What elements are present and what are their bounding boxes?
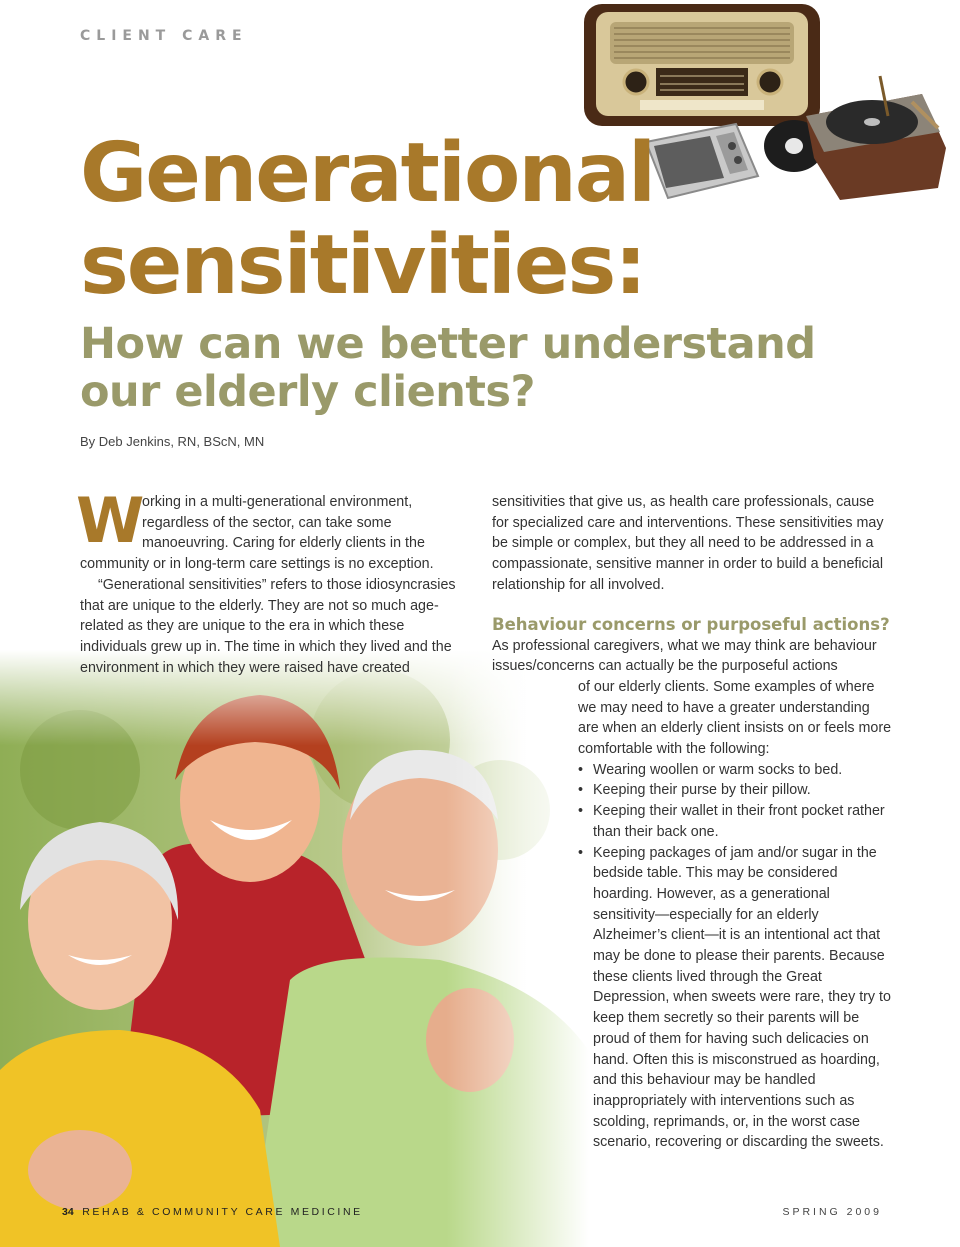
article-title-line2: sensitivities:	[80, 218, 646, 313]
paragraph-4a: As professional caregivers, what we may think are behaviour issues/concerns can actually be the purposeful actions	[492, 637, 877, 675]
intro-text: orking in a multi-generational environment, regardless of the sector, can take some manoeuvring. Caring for elderly clients in the community or in long-term care settings is no exception.	[80, 494, 434, 573]
bullet-list	[578, 760, 892, 1153]
right-column	[492, 492, 892, 1153]
page-number: 34	[62, 1206, 74, 1218]
vintage-television-image	[640, 120, 764, 202]
article-subtitle-line1: How can we better understand	[80, 319, 816, 369]
left-column	[76, 484, 470, 678]
article-subtitle	[80, 320, 816, 416]
paragraph-4b: of our elderly clients. Some examples of where we may need to have a greater understanding are when an elderly client insists on or feels more comfortable with the following:	[578, 678, 892, 758]
footer-issue: SPRING 2009	[782, 1206, 882, 1218]
section-label: CLIENT CARE	[80, 28, 248, 44]
footer-publication	[62, 1206, 363, 1218]
paragraph-3: sensitivities that give us, as health care professionals, cause for specialized care and interventions. These sensitivities may be simple or complex, but they all need to be addressed in a compassionate, sensitive manner in order to build a beneficial relationship for all involved.	[492, 494, 884, 593]
article-title-line1: Generational	[80, 126, 655, 221]
article-title	[80, 128, 654, 312]
dropcap: W	[76, 484, 145, 557]
list-item: • Keeping their purse by their pillow.	[578, 780, 892, 801]
list-item: • Keeping packages of jam and/or sugar in the bedside table. This may be considered hoarding. However, as a generational sensitivity—especially for an elderly Alzheimer’s client—it is an intentional act that may be done to please their parents. Because these clients lived through the Great Depression, when sweets were rare, they try to keep them secretly so their parents will be proud of them for having such delicacies on hand. Often this is misconstrued as hoarding, and this behaviour may be handled inappropriately with interventions such as scolding, reprimands, or, in the worst case scenario, recovering or discarding the sweets.	[578, 843, 892, 1154]
section-heading: Behaviour concerns or purposeful actions?	[492, 614, 890, 634]
article-subtitle-line2: our elderly clients?	[80, 367, 535, 417]
paragraph-2: “Generational sensitivities” refers to those idiosyncrasies that are unique to the elderly. They are not so much age-related as they are unique to the era in which these individuals grew up in. The time in which they lived and the environment in which they were raised have created	[80, 576, 456, 676]
list-item: • Wearing woollen or warm socks to bed.	[578, 760, 892, 781]
record-player-image	[762, 72, 950, 204]
intro-paragraph	[76, 484, 470, 575]
publication-name: REHAB & COMMUNITY CARE MEDICINE	[82, 1206, 363, 1218]
list-item: • Keeping their wallet in their front pocket rather than their back one.	[578, 801, 892, 842]
byline: By Deb Jenkins, RN, BScN, MN	[80, 434, 265, 449]
